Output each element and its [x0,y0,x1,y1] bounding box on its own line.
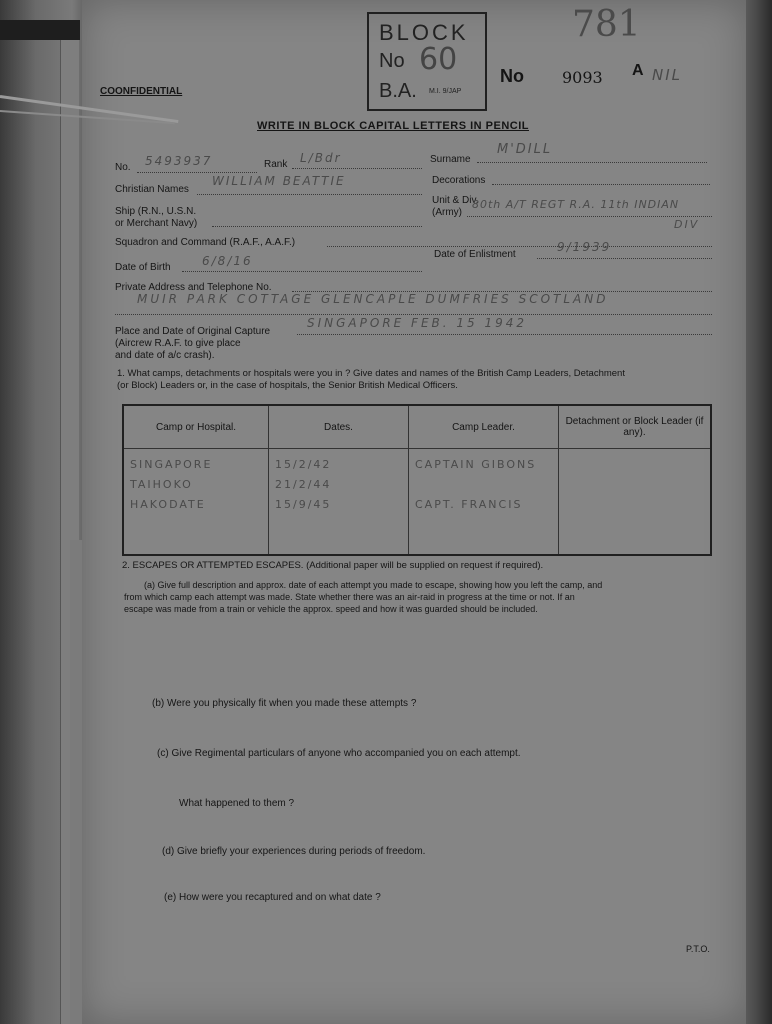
handwritten-reference-number: 781 [572,4,641,45]
table-cell: CAPT. FRANCIS [415,498,523,511]
camps-table [122,404,712,556]
camps-table-body-row [123,449,711,556]
christian-names-value: WILLIAM BEATTIE [212,174,346,188]
rank-line [292,168,422,169]
unit-line [467,216,712,217]
capture-label-1: Place and Date of Original Capture [115,326,271,337]
service-no-value: 5493937 [145,154,213,168]
form-letter: A [632,62,644,79]
stamp-no: No [379,50,405,72]
table-cell: TAIHOKO [130,478,193,491]
table-cell: 15/9/45 [275,498,332,511]
please-turn-over: P.T.O. [686,944,710,954]
squadron-line [327,246,712,247]
block-capitals-instruction: WRITE IN BLOCK CAPITAL LETTERS IN PENCIL [257,120,529,132]
unit-value-2: DIV [674,218,700,231]
leaders-column [409,449,559,556]
capture-label-2: (Aircrew R.A.F. to give place [115,338,241,349]
enlistment-line [537,258,712,259]
capture-label-3: and date of a/c crash). [115,350,215,361]
section2-d-question: (d) Give briefly your experiences during periods of freedom. [162,846,426,857]
camps-table-header: Dates. [269,405,409,449]
camps-table-header: Detachment or Block Leader (if any). [559,405,712,449]
surname-value: M'DILL [497,142,553,157]
section2-a-line2: from which camp each attempt was made. State whether there was an air-raid in progress at the time or not. If an [124,592,575,602]
service-no-label: No. [115,162,131,173]
section1-question-line1: 1. What camps, detachments or hospitals were you in ? Give dates and names of the British Camp Leaders, Detachment [117,368,625,379]
table-cell: SINGAPORE [130,458,213,471]
section2-e-question: (e) How were you recaptured and on what date ? [164,892,381,903]
camps-table-header-row [123,405,711,449]
stamp-block: BLOCK [379,20,469,45]
rank-value: L/Bdr [300,151,342,165]
enlistment-value: 9/1939 [557,240,612,254]
table-cell: CAPTAIN GIBONS [415,458,537,471]
block-stamp [367,12,487,111]
table-cell: HAKODATE [130,498,206,511]
capture-value: SINGAPORE FEB. 15 1942 [307,316,528,330]
form-number: 9093 [562,68,603,87]
camps-table-header: Camp Leader. [409,405,559,449]
table-cell: 21/2/44 [275,478,332,491]
service-no-line [137,172,257,173]
handwritten-nil: NIL [652,66,683,84]
table-cell: 15/2/42 [275,458,332,471]
unit-value-1: 80th A/T REGT R.A. 11th INDIAN [472,198,680,211]
address-label: Private Address and Telephone No. [115,282,272,293]
dates-column [269,449,409,556]
surname-line [477,162,707,163]
unit-label-1: Unit & Div. [432,195,479,206]
decorations-line [492,184,710,185]
detachment-column [559,449,712,556]
form-no-label: No [500,66,524,86]
decorations-label: Decorations [432,175,486,186]
ship-line [212,226,422,227]
section2-c-followup: What happened to them ? [179,798,295,809]
surname-label: Surname [430,154,471,165]
christian-names-label: Christian Names [115,184,189,195]
date-of-birth-value: 6/8/16 [202,254,253,268]
folder-band [0,20,80,40]
section2-a-line3: escape was made from a train or vehicle the approx. speed and how it was guarded should be included. [124,604,538,614]
stamp-mi9: M.I. 9/JAP [429,88,462,95]
section2-c-question: (c) Give Regimental particulars of anyone who accompanied you on each attempt. [157,748,521,759]
christian-names-line [197,194,422,195]
section2-b-question: (b) Were you physically fit when you made these attempts ? [152,698,417,709]
ship-label-2: or Merchant Navy) [115,218,198,229]
squadron-label: Squadron and Command (R.A.F., A.A.F.) [115,237,296,248]
capture-line [297,334,712,335]
address-value: MUIR PARK COTTAGE GLENCAPLE DUMFRIES SCOTLAND [137,292,609,306]
camps-table-header: Camp or Hospital. [123,405,269,449]
camps-column [123,449,269,556]
ship-label-1: Ship (R.N., U.S.N. [115,206,197,217]
section2-a-line1: (a) Give full description and approx. date of each attempt you made to escape, showing how you left the camp, and [144,580,603,590]
stamp-hand-number: 60 [419,42,458,77]
table-cell [415,475,552,495]
stamp-ba: B.A. [379,80,417,102]
address-line-2 [115,314,712,315]
enlistment-label: Date of Enlistment [434,249,516,260]
unit-label-2: (Army) [432,207,462,218]
section2-title: 2. ESCAPES OR ATTEMPTED ESCAPES. (Additional paper will be supplied on request if required). [122,560,544,571]
confidential-marking: COONFIDENTIAL [100,86,183,97]
liberation-questionnaire-form [82,0,746,1024]
date-of-birth-line [182,271,422,272]
date-of-birth-label: Date of Birth [115,262,171,273]
section1-question-line2: (or Block) Leaders or, in the case of hospitals, the Senior British Medical Officers. [117,380,458,391]
rank-label: Rank [264,159,288,170]
